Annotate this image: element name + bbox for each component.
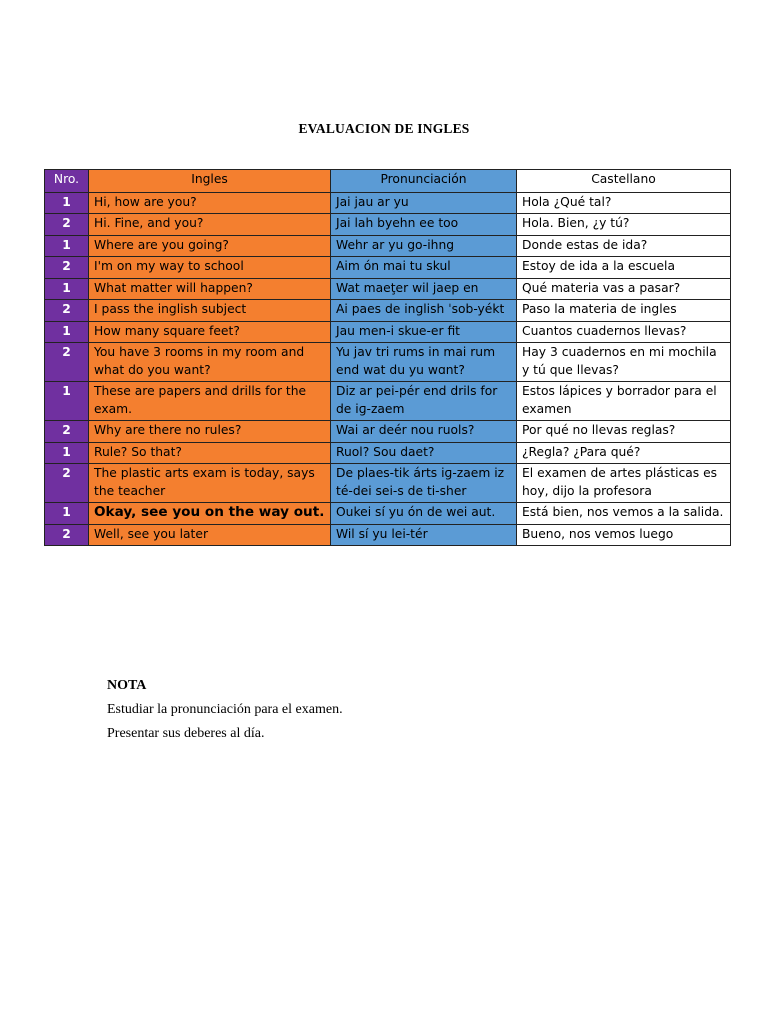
cell-ingles: You have 3 rooms in my room and what do you want? xyxy=(89,343,331,382)
cell-nro: 1 xyxy=(45,382,89,421)
evaluation-table xyxy=(44,169,731,546)
table-row xyxy=(45,235,731,257)
cell-nro: 2 xyxy=(45,343,89,382)
cell-ingles: How many square feet? xyxy=(89,321,331,343)
header-nro: Nro. xyxy=(45,170,89,193)
table-row xyxy=(45,300,731,322)
cell-nro: 2 xyxy=(45,421,89,443)
cell-nro: 2 xyxy=(45,524,89,546)
table-row xyxy=(45,257,731,279)
cell-pronunciacion: Jai jau ar yu xyxy=(331,192,517,214)
cell-ingles: What matter will happen? xyxy=(89,278,331,300)
cell-nro: 2 xyxy=(45,257,89,279)
cell-pronunciacion: Wat maeţer wil jaep en xyxy=(331,278,517,300)
cell-pronunciacion: De plaes-tik árts iɡ-zaem iz té-dei sei-s de ti-sher xyxy=(331,464,517,503)
header-castellano: Castellano xyxy=(517,170,731,193)
page-title: EVALUACION DE INGLES xyxy=(298,121,470,136)
cell-pronunciacion: Ruol? Sou daet? xyxy=(331,442,517,464)
table-row xyxy=(45,321,731,343)
cell-castellano: Por qué no llevas reglas? xyxy=(517,421,731,443)
cell-castellano: Donde estas de ida? xyxy=(517,235,731,257)
cell-nro: 1 xyxy=(45,442,89,464)
table-row xyxy=(45,343,731,382)
cell-castellano: Está bien, nos vemos a la salida. xyxy=(517,503,731,525)
cell-castellano: ¿Regla? ¿Para qué? xyxy=(517,442,731,464)
cell-pronunciacion: Yu jav tri rums in mai rum end wat du yu wɑnt? xyxy=(331,343,517,382)
table-row xyxy=(45,382,731,421)
cell-ingles: Where are you going? xyxy=(89,235,331,257)
cell-castellano: Estoy de ida a la escuela xyxy=(517,257,731,279)
cell-ingles: Hi. Fine, and you? xyxy=(89,214,331,236)
cell-nro: 2 xyxy=(45,300,89,322)
cell-ingles: Hi, how are you? xyxy=(89,192,331,214)
cell-castellano: Bueno, nos vemos luego xyxy=(517,524,731,546)
note-line: Presentar sus deberes al día. xyxy=(107,726,265,741)
header-pronunciacion: Pronunciación xyxy=(331,170,517,193)
cell-castellano: Cuantos cuadernos llevas? xyxy=(517,321,731,343)
cell-nro: 1 xyxy=(45,321,89,343)
cell-nro: 2 xyxy=(45,464,89,503)
table-row xyxy=(45,442,731,464)
cell-ingles: I pass the inglish subject xyxy=(89,300,331,322)
header-ingles: Ingles xyxy=(89,170,331,193)
table-row xyxy=(45,214,731,236)
cell-nro: 1 xyxy=(45,235,89,257)
cell-nro: 1 xyxy=(45,503,89,525)
cell-pronunciacion: Diz ar pei-pér end drils for de iɡ-zaem xyxy=(331,382,517,421)
table-row xyxy=(45,421,731,443)
cell-castellano: El examen de artes plásticas es hoy, dijo la profesora xyxy=(517,464,731,503)
note-section xyxy=(107,674,343,746)
table-row xyxy=(45,464,731,503)
cell-pronunciacion: Oukei sí yu ón de wei aut. xyxy=(331,503,517,525)
cell-pronunciacion: Ai paes de inɡlish ˈsob-yékt xyxy=(331,300,517,322)
cell-ingles: The plastic arts exam is today, says the teacher xyxy=(89,464,331,503)
cell-pronunciacion: Jai lah byehn ee too xyxy=(331,214,517,236)
table-row xyxy=(45,192,731,214)
cell-pronunciacion: Jau men-i skue-er fit xyxy=(331,321,517,343)
note-line: Estudiar la pronunciación para el examen. xyxy=(107,702,343,717)
cell-castellano: Estos lápices y borrador para el examen xyxy=(517,382,731,421)
cell-pronunciacion: Wai ar deér nou ruols? xyxy=(331,421,517,443)
cell-pronunciacion: Wil sí yu lei-tér xyxy=(331,524,517,546)
cell-nro: 1 xyxy=(45,278,89,300)
cell-ingles: I'm on my way to school xyxy=(89,257,331,279)
cell-ingles: Well, see you later xyxy=(89,524,331,546)
cell-nro: 1 xyxy=(45,192,89,214)
cell-ingles: Okay, see you on the way out. xyxy=(89,503,331,525)
cell-ingles: Rule? So that? xyxy=(89,442,331,464)
table-row xyxy=(45,524,731,546)
table-header-row xyxy=(45,170,731,193)
cell-castellano: Qué materia vas a pasar? xyxy=(517,278,731,300)
cell-nro: 2 xyxy=(45,214,89,236)
cell-ingles: These are papers and drills for the exam. xyxy=(89,382,331,421)
cell-pronunciacion: Wehr ar yu go-ihng xyxy=(331,235,517,257)
cell-castellano: Hay 3 cuadernos en mi mochila y tú que llevas? xyxy=(517,343,731,382)
table-row xyxy=(45,503,731,525)
cell-ingles: Why are there no rules? xyxy=(89,421,331,443)
cell-pronunciacion: Aim ón mai tu skul xyxy=(331,257,517,279)
table-row xyxy=(45,278,731,300)
note-heading: NOTA xyxy=(107,678,147,693)
cell-castellano: Paso la materia de ingles xyxy=(517,300,731,322)
cell-castellano: Hola. Bien, ¿y tú? xyxy=(517,214,731,236)
cell-castellano: Hola ¿Qué tal? xyxy=(517,192,731,214)
